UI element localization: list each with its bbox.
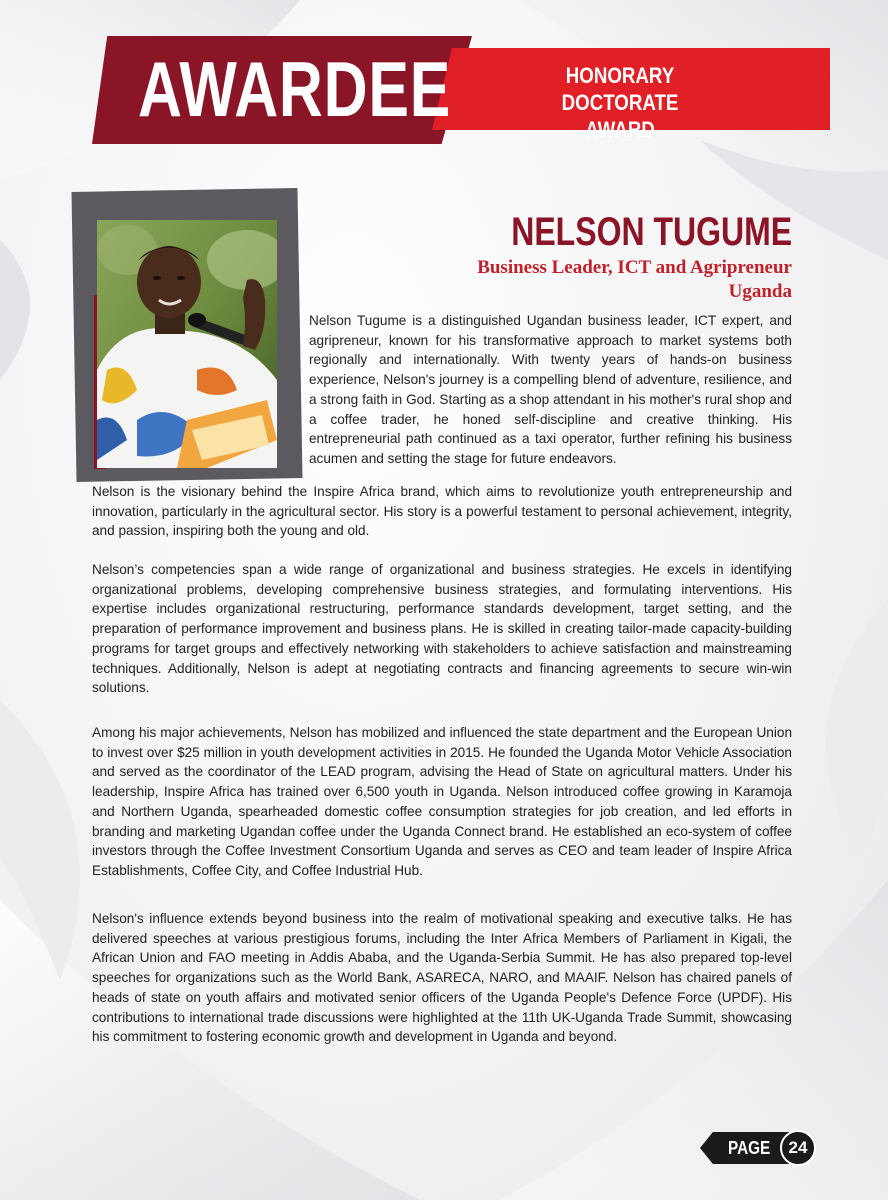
- achievements-paragraph: Among his major achievements, Nelson has mobilized and influenced the state department and the European Union to invest over $25 million in youth development activities in 2015. He founded the Uganda Motor Vehicle Association and served as the coordinator of the LEAD program, advising the Head of State on agricultural matters. Under his leadership, Inspire Africa has trained over 6,500 youth in Uganda. Nelson introduced coffee growing in Karamoja and Northern Uganda, spearheaded domestic coffee consumption strategies for job creation, and led efforts in branding and marketing Ugandan coffee under the Uganda Connect brand. He established an eco-system of coffee investors through the Coffee Investment Consortium Uganda and serves as CEO and team leader of Inspire Africa Establishments, Coffee City, and Coffee Industrial Hub.: [92, 725, 792, 878]
- awardee-name: NELSON TUGUME: [511, 210, 792, 254]
- awardee-country: Uganda: [728, 281, 792, 302]
- page-number-circle: [780, 1130, 816, 1166]
- awardee-role: Business Leader, ICT and Agripreneur: [477, 257, 792, 278]
- award-type-label: [535, 62, 705, 143]
- bio-intro-paragraph: Nelson Tugume is a distinguished Ugandan business leader, ICT expert, and agripreneur, known for his transformative approach to market systems both regionally and internationally. With twenty years of hands-on business experience, Nelson's journey is a compelling blend of adventure, resilience, and a strong faith in God. Starting as a shop attendant in his mother's rural shop and a coffee trader, he honed self-discipline and creative thinking. His entrepreneurial path continued as a taxi operator, further refining his business acumen and setting the stage for future endeavors.: [309, 313, 792, 466]
- awardee-subtitle: [477, 256, 792, 304]
- speaker-illustration: [97, 220, 277, 468]
- awardee-heading: AWARDEE: [138, 45, 452, 133]
- competencies-paragraph: Nelson’s competencies span a wide range of organizational and business strategies. He excels in identifying organizational problems, developing comprehensive business strategies, and formulating interventions. His expertise includes organizational restructuring, performance standards development, target setting, and the preparation of performance improvement and business plans. He is skilled in creating tailor-made capacity-building programs for target groups and effectively networking with stakeholders to achieve satisfaction and mainstreaming techniques. Additionally, Nelson is adept at negotiating contracts and financing agreements to secure win-win solutions.: [92, 562, 792, 696]
- page-number-badge: [700, 1130, 816, 1166]
- award-type-line1: HONORARY: [565, 63, 675, 88]
- page-label: PAGE: [728, 1138, 771, 1158]
- bio-intro-continued-paragraph: Nelson is the visionary behind the Inspire Africa brand, which aims to revolutionize youth entrepreneurship and innovation, particularly in the agricultural sector. His story is a powerful testament to personal achievement, integrity, and passion, inspiring both the young and old.: [92, 484, 792, 539]
- awardee-photo: [97, 220, 277, 468]
- influence-paragraph: Nelson's influence extends beyond business into the realm of motivational speaking and executive talks. He has delivered speeches at various prestigious forums, including the Inter Africa Members of Parliament in Kigali, the African Union and FAO meeting in Addis Ababa, and the Uganda-Serbia Summit. He has also prepared top-level speeches for organizations such as the World Bank, ASARECA, NARO, and MAAIF. Nelson has chaired panels of heads of state on youth affairs and motivated senior officers of the Uganda People's Defence Force (UPDF). His contributions to international trade discussions were highlighted at the 11th UK-Uganda Trade Summit, showcasing his commitment to fostering economic growth and development in Uganda and beyond.: [92, 911, 792, 1045]
- award-type-line2: DOCTORATE AWARD: [561, 90, 679, 142]
- page-number: 24: [788, 1138, 808, 1157]
